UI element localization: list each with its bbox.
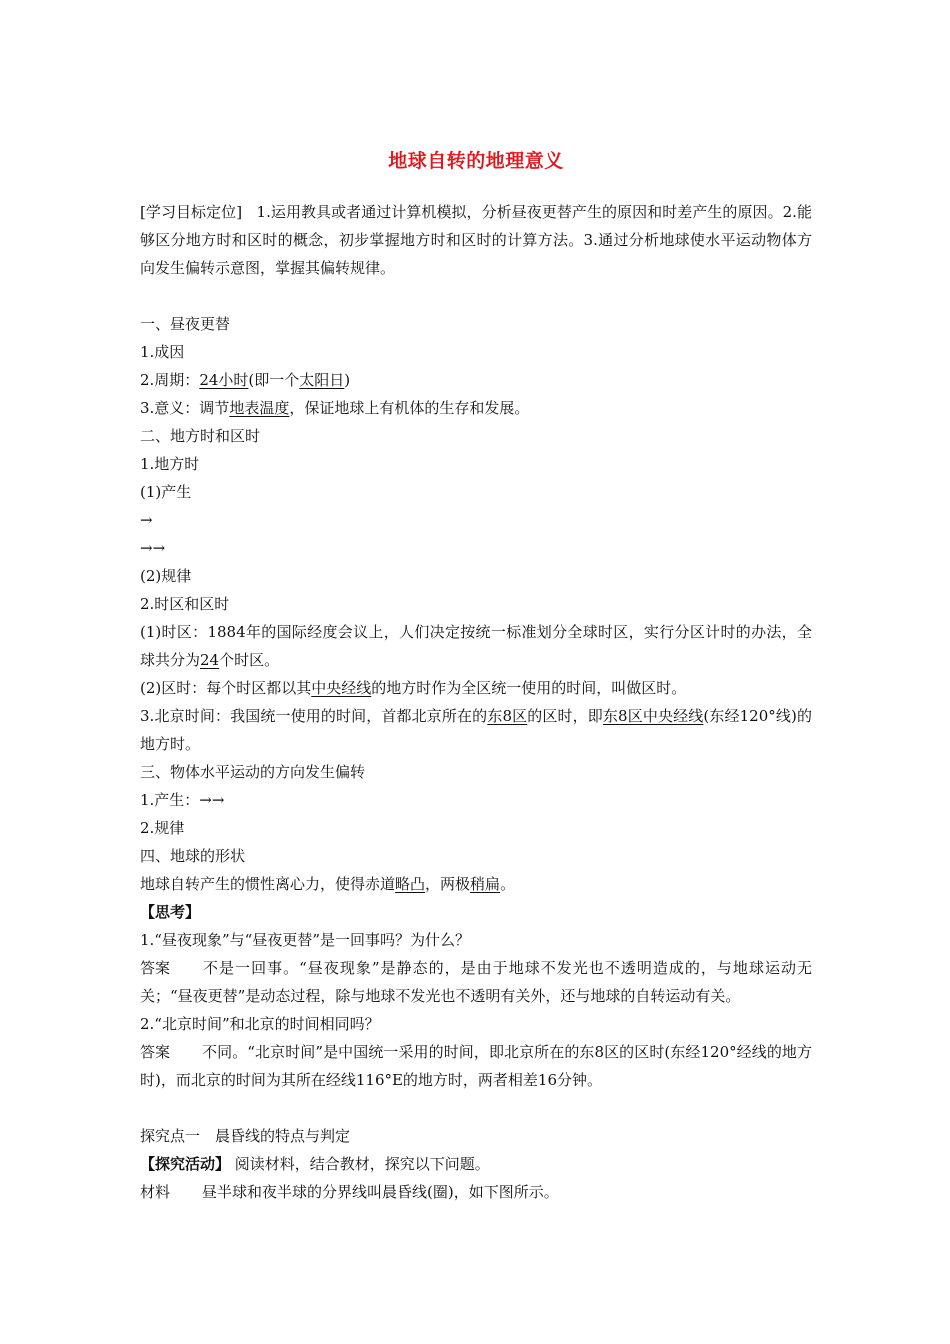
answer-blank: 地表温度 (229, 399, 290, 417)
answer-blank: 24 (200, 651, 220, 669)
text-line: 2.周期：24小时(即一个太阳日) (140, 371, 351, 389)
learning-goals-text: 1.运用教具或者通过计算机模拟，分析昼夜更替产生的原因和时差产生的原因。2.能够区分地方时和区时的概念，初步掌握地方时和区时的计算方法。3.通过分析地球使水平运动物体方向发生偏转示意图，掌握其偏转规律。 (140, 203, 812, 277)
question: 1.“昼夜现象”与“昼夜更替”是一回事吗？为什么？ (140, 931, 470, 949)
arrow-line: → (140, 511, 153, 529)
text-line: (1)产生 (140, 483, 192, 501)
text-line: (2)区时：每个时区都以其中央经线的地方时作为全区统一使用的时间，叫做区时。 (140, 679, 687, 697)
answer-blank: 中央经线 (311, 679, 372, 697)
text-line: (2)规律 (140, 567, 192, 585)
text-line: 2.时区和区时 (140, 595, 230, 613)
material-line: 材料 昼半球和夜半球的分界线叫晨昏线(圈)，如下图所示。 (140, 1178, 812, 1206)
answer-blank: 太阳日 (299, 371, 345, 389)
text-line: 地球自转产生的惯性离心力，使得赤道略凸，两极稍扁。 (140, 875, 516, 893)
text-line: 2.规律 (140, 819, 185, 837)
learning-goals (140, 198, 812, 282)
answer-blank: 24小时 (199, 371, 249, 389)
section-heading: 四、地球的形状 (140, 847, 246, 865)
answer-label: 答案 (140, 959, 171, 977)
activity-label: 【探究活动】 (140, 1155, 231, 1173)
text-line: 1.地方时 (140, 455, 200, 473)
arrow-line: →→ (140, 539, 166, 557)
answer: 答案 不是一回事。“昼夜现象”是静态的，是由于地球不发光也不透明造成的，与地球运动无关；“昼夜更替”是动态过程，除与地球不发光也不透明有关外，还与地球的自转运动有关。 (140, 954, 812, 1010)
section-heading: 一、昼夜更替 (140, 315, 231, 333)
answer-blank: 东8区中央经线 (602, 707, 704, 725)
answer: 答案 不同。“北京时间”是中国统一采用的时间，即北京所在的东8区的区时(东经120°经线的地方时)，而北京的时间为其所在经线116°E的地方时，两者相差16分钟。 (140, 1038, 812, 1094)
answer-blank: 略凸 (395, 875, 426, 893)
think-heading: 【思考】 (140, 903, 201, 921)
text-line: 1.产生：→→ (140, 791, 225, 809)
section-heading: 二、地方时和区时 (140, 427, 261, 445)
question: 2.“北京时间”和北京的时间相同吗？ (140, 1015, 380, 1033)
text-line: 1.成因 (140, 343, 185, 361)
answer-blank: 稍扁 (470, 875, 501, 893)
explore-activity: 【探究活动】 阅读材料，结合教材，探究以下问题。 (140, 1155, 490, 1173)
answer-blank: 东8区 (487, 707, 528, 725)
text-line: 3.意义：调节地表温度，保证地球上有机体的生存和发展。 (140, 399, 530, 417)
answer-label: 答案 (140, 1043, 171, 1061)
text-line: (1)时区：1884年的国际经度会议上，人们决定按统一标准划分全球时区，实行分区计时的办法，全球共分为24个时区。 (140, 623, 812, 669)
explore-heading: 探究点一 晨昏线的特点与判定 (140, 1127, 351, 1145)
learning-goals-label: [学习目标定位] (140, 203, 243, 221)
document-body (140, 198, 812, 1206)
document-title: 地球自转的地理意义 (388, 150, 564, 172)
material-label: 材料 (140, 1183, 171, 1201)
text-line: 3.北京时间：我国统一使用的时间，首都北京所在的东8区的区时，即东8区中央经线(东经120°线)的地方时。 (140, 707, 812, 753)
section-heading: 三、物体水平运动的方向发生偏转 (140, 763, 366, 781)
